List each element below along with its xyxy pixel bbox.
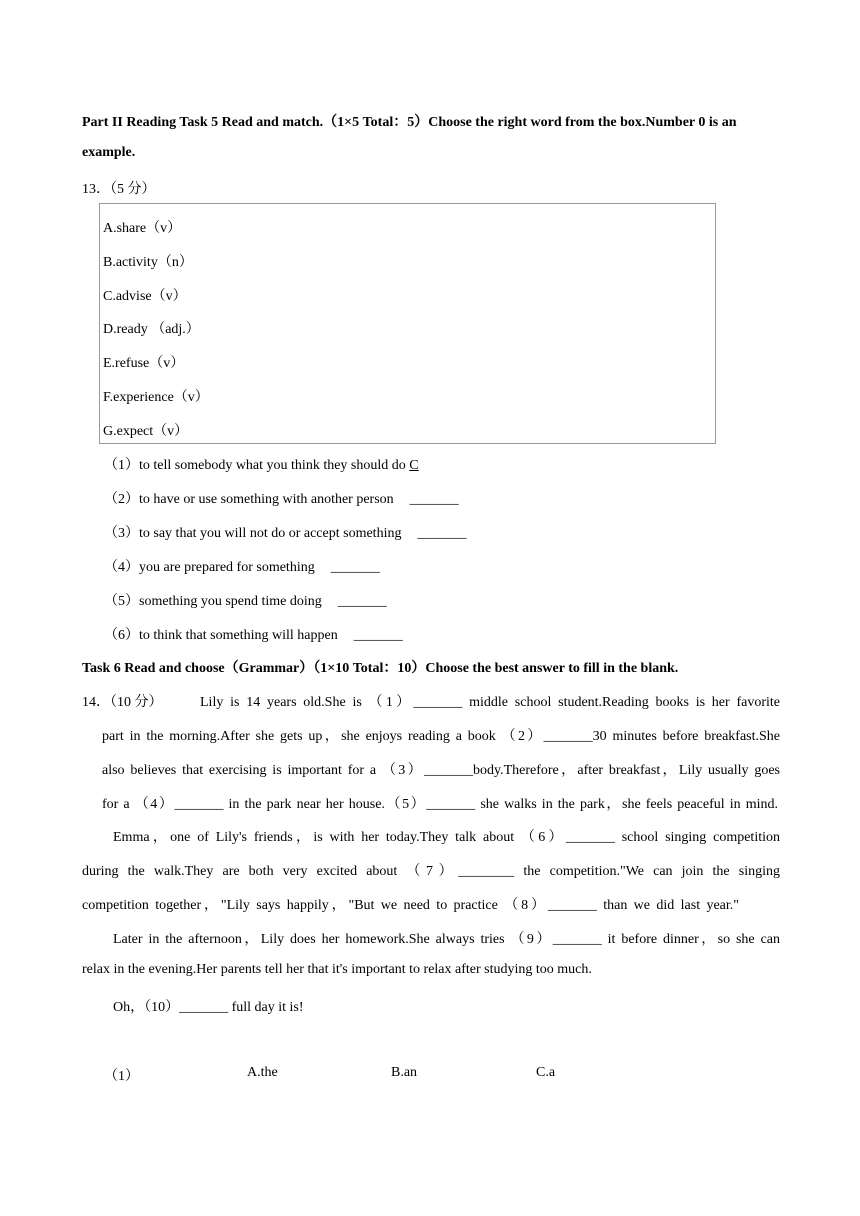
passage-line: Lily is 14 years old.She is （1）_______ middle school student.Reading books is her favorite	[200, 695, 780, 710]
passage-line: during the walk.They are both very excited about （7）________ the competition."We can join the singing	[82, 864, 780, 879]
match-item-number: （5）	[104, 594, 139, 609]
word-option: F.experience（v）	[103, 390, 209, 405]
match-item	[104, 556, 380, 576]
match-item-answer[interactable]: _______	[409, 492, 459, 507]
option-c[interactable]: C.a	[536, 1065, 556, 1080]
match-item-text: to say that you will not do or accept something	[139, 526, 402, 541]
match-item-number: （4）	[104, 560, 139, 575]
match-item	[104, 488, 459, 508]
match-item-answer[interactable]: C	[409, 458, 419, 473]
word-option: D.ready （adj.）	[103, 322, 200, 337]
word-option: E.refuse（v）	[103, 356, 185, 371]
question-13-label: 13．（5 分）	[82, 182, 156, 197]
match-item-number: （2）	[104, 492, 139, 507]
match-item-answer[interactable]: _______	[417, 526, 467, 541]
option-b[interactable]: B.an	[391, 1065, 418, 1080]
word-option: A.share（v）	[103, 221, 182, 236]
word-option: C.advise（v）	[103, 289, 187, 304]
section-title-line2: example.	[82, 145, 136, 160]
match-item	[104, 522, 466, 542]
passage-line: for a （4）_______ in the park near her house.（5）_______ she walks in the park，she feels peaceful in mind.	[102, 797, 778, 812]
section-title-line1: Part II Reading Task 5 Read and match.（1×5 Total：5）Choose the right word from the box.Number 0 is an	[82, 115, 737, 130]
match-item-text: you are prepared for something	[139, 560, 315, 575]
option-a[interactable]: A.the	[247, 1065, 278, 1080]
match-item-number: （6）	[104, 628, 139, 643]
match-item	[104, 590, 387, 610]
passage-line: also believes that exercising is important for a （3）_______body.Therefore，after breakfast，Lily usually goes	[102, 763, 780, 778]
match-item	[104, 624, 403, 644]
match-item-text: something you spend time doing	[139, 594, 322, 609]
question-14-label: 14．（10 分）	[82, 695, 163, 710]
passage-line: competition together，"Lily says happily，"But we need to practice （8）_______ than we did last year."	[82, 898, 739, 913]
passage-line: Oh，（10）_______ full day it is!	[113, 1000, 304, 1015]
passage-line: Emma，one of Lily's friends，is with her today.They talk about （6）_______ school singing competition	[113, 830, 780, 845]
task6-title: Task 6 Read and choose（Grammar）（1×10 Total：10）Choose the best answer to fill in the blank.	[82, 661, 679, 676]
match-item-number: （3）	[104, 526, 139, 541]
word-box	[99, 203, 716, 444]
passage-line: relax in the evening.Her parents tell her that it's important to relax after studying too much.	[82, 962, 592, 977]
match-item-text: to tell somebody what you think they should do	[139, 458, 410, 473]
passage-line: part in the morning.After she gets up，she enjoys reading a book （2）_______30 minutes before breakfast.She	[102, 729, 780, 744]
match-item-answer[interactable]: _______	[337, 594, 387, 609]
word-option: G.expect（v）	[103, 424, 189, 439]
passage-line: Later in the afternoon，Lily does her homework.She always tries （9）_______ it before dinner，so she can	[113, 932, 780, 947]
match-item-answer[interactable]: _______	[330, 560, 380, 575]
match-item	[104, 454, 419, 474]
match-item-text: to think that something will happen	[139, 628, 338, 643]
match-item-number: （1）	[104, 458, 139, 473]
word-option: B.activity（n）	[103, 255, 193, 270]
match-item-text: to have or use something with another person	[139, 492, 394, 507]
match-item-answer[interactable]: _______	[353, 628, 403, 643]
option-number: （1）	[104, 1069, 139, 1084]
